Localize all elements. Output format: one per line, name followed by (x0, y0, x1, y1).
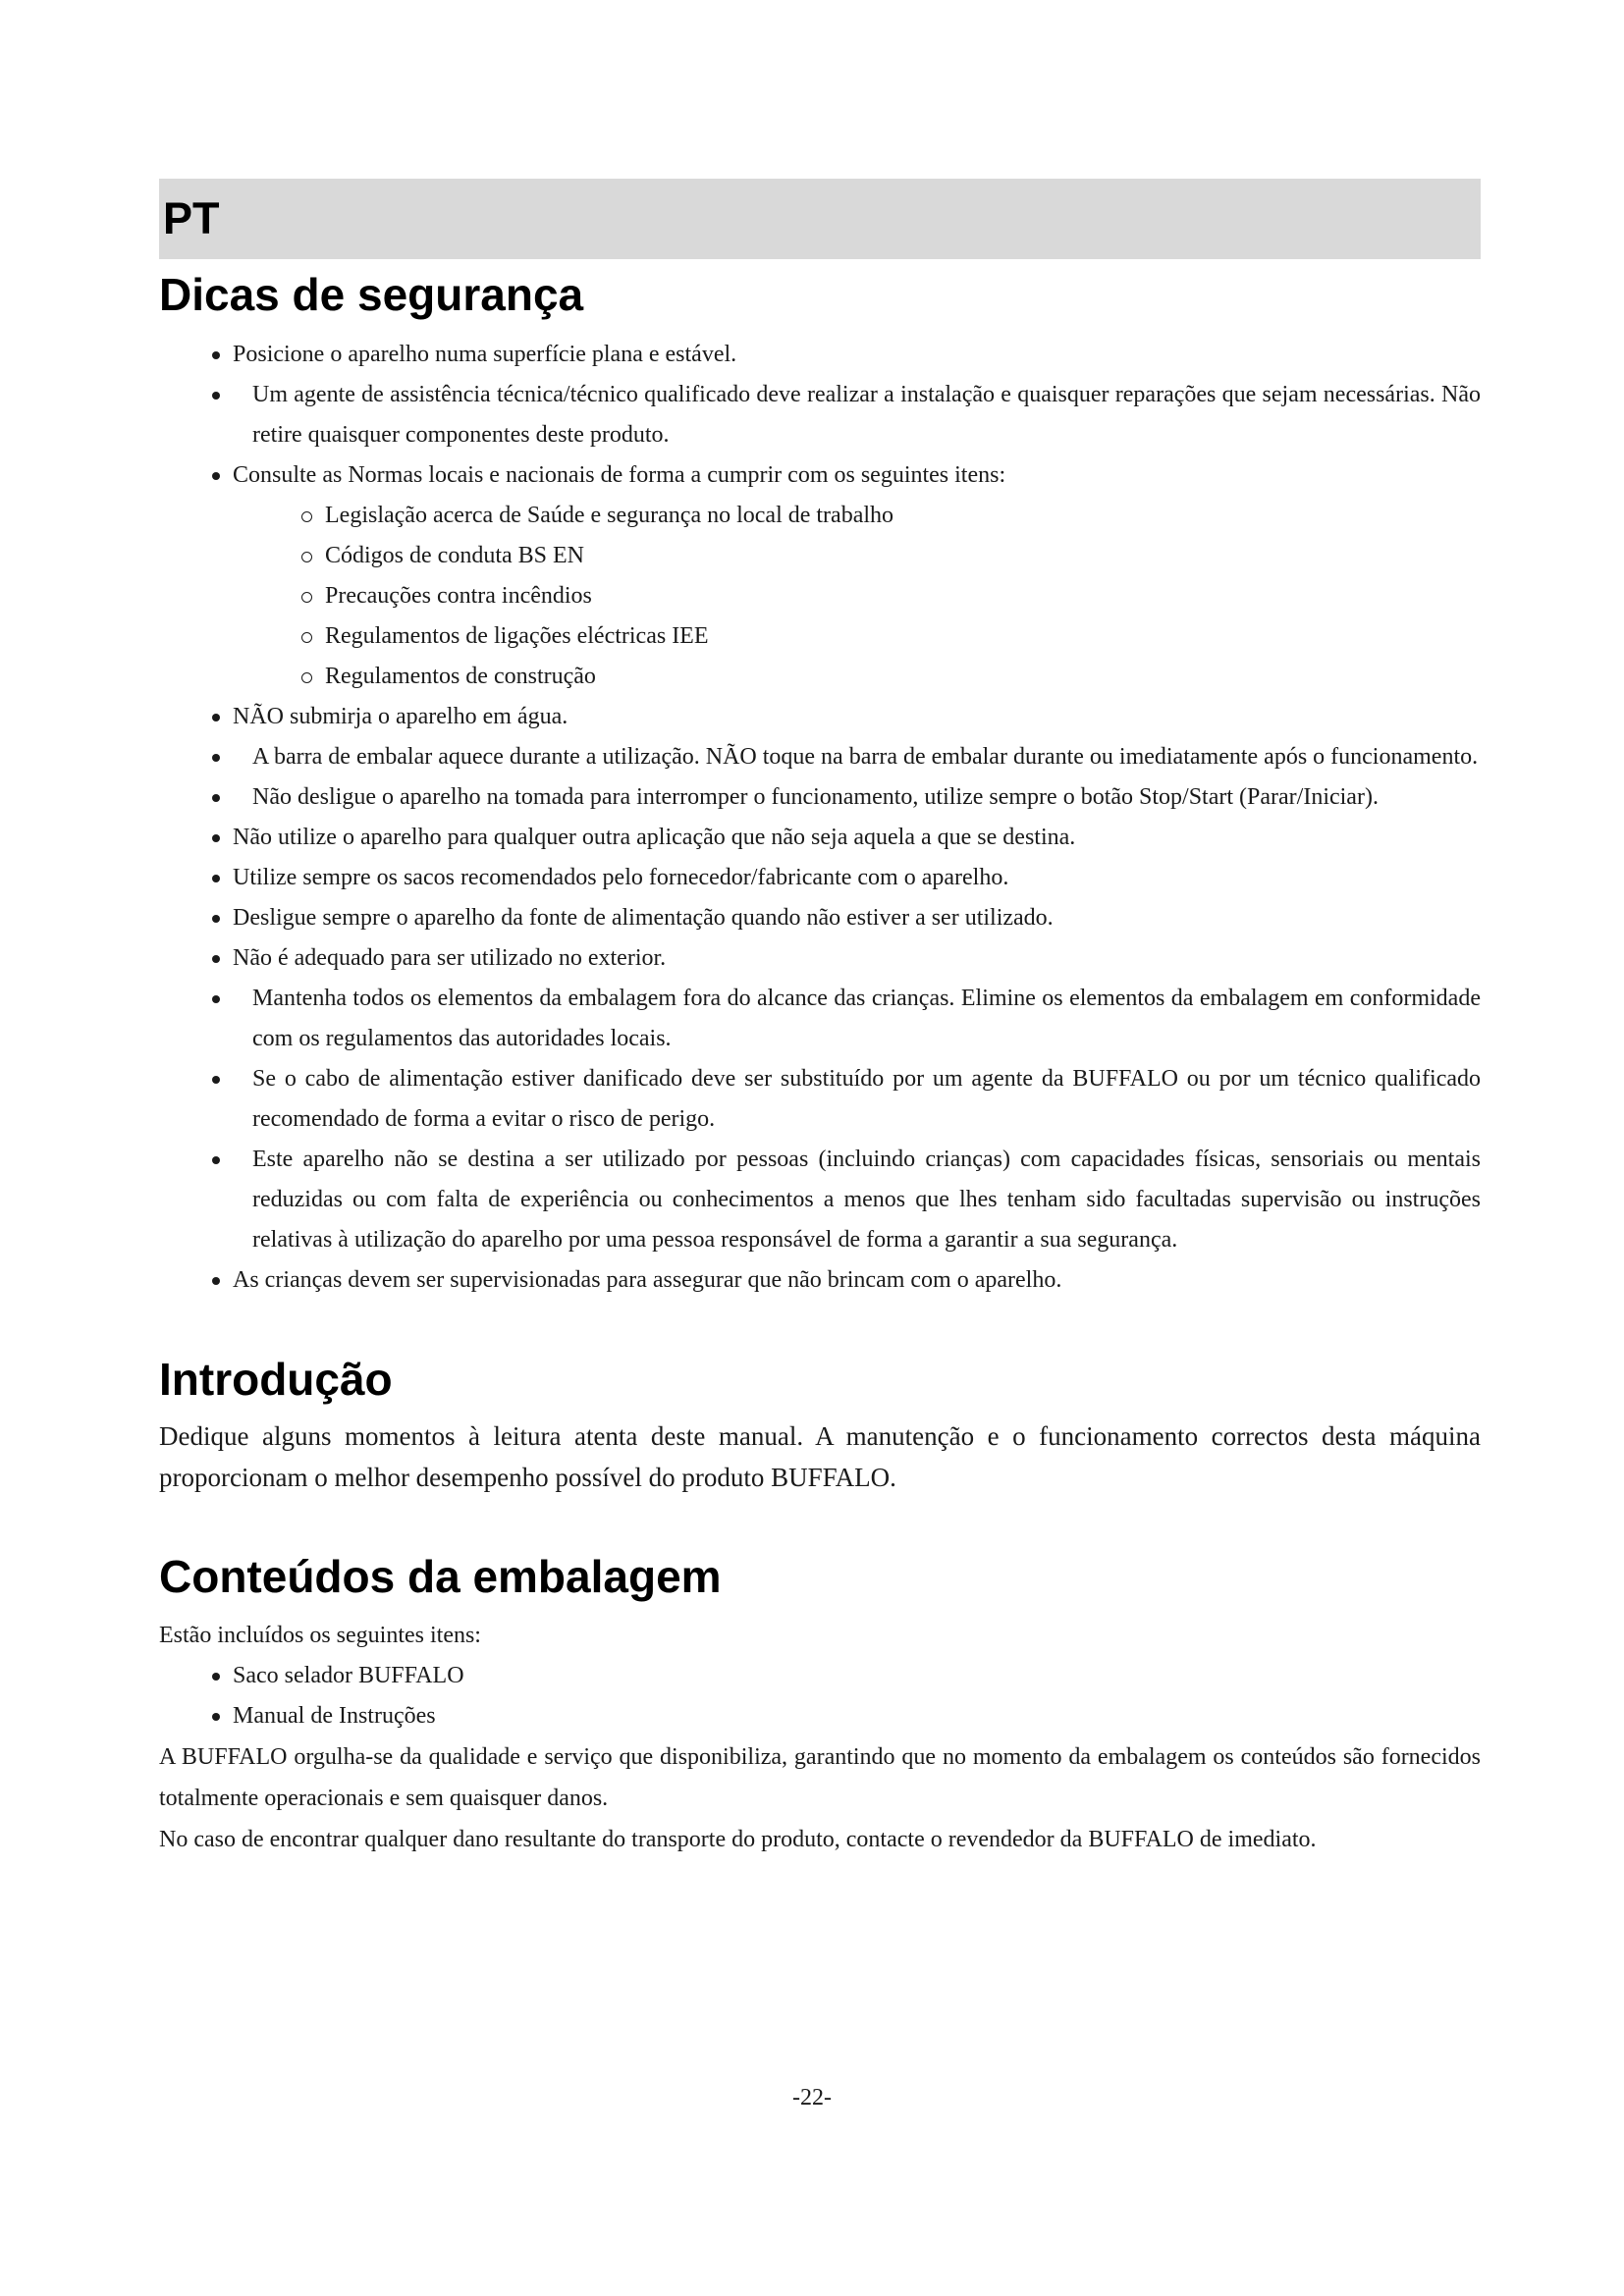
bullet-icon (212, 472, 220, 480)
list-item (159, 697, 1481, 737)
bullet-icon (212, 351, 220, 359)
sub-list-item-text: Regulamentos de construção (325, 663, 596, 689)
list-item-text: Um agente de assistência técnica/técnico qualificado deve realizar a instalação e quaisquer reparações que sejam necessárias. Não retire quaisquer componentes deste produto. (252, 381, 1481, 448)
list-item (159, 858, 1481, 898)
bullet-icon (212, 1277, 220, 1285)
sub-list-item (301, 536, 1481, 576)
list-item (159, 1059, 1481, 1140)
bullet-icon (212, 834, 220, 842)
list-item (159, 455, 1481, 496)
list-item (159, 335, 1481, 375)
sub-list-item-text: Legislação acerca de Saúde e segurança no local de trabalho (325, 502, 894, 528)
list-item (159, 818, 1481, 858)
list-item-text: Utilize sempre os sacos recomendados pelo fornecedor/fabricante com o aparelho. (233, 864, 1009, 890)
list-item (159, 1656, 1481, 1696)
sub-list-item (301, 496, 1481, 536)
sub-list-item (301, 616, 1481, 657)
damage-paragraph: No caso de encontrar qualquer dano resultante do transporte do produto, contacte o revendedor da BUFFALO de imediato. (159, 1826, 1317, 1852)
sub-list-item (301, 657, 1481, 697)
page-content (159, 179, 1481, 1860)
circle-bullet-icon (301, 511, 312, 522)
bullet-icon (212, 1076, 220, 1084)
language-code: PT (163, 193, 220, 243)
list-item-text: Não utilize o aparelho para qualquer outra aplicação que não seja aquela a que se destina. (233, 824, 1076, 850)
safety-list-continued (159, 697, 1481, 1301)
list-item (159, 737, 1481, 777)
bullet-icon (212, 392, 220, 400)
list-item (159, 375, 1481, 455)
safety-list (159, 335, 1481, 496)
list-item-text: Manual de Instruções (233, 1702, 436, 1729)
contents-intro-line: Estão incluídos os seguintes itens: (159, 1622, 481, 1648)
list-item-text: Não desligue o aparelho na tomada para interromper o funcionamento, utilize sempre o botão Stop/Start (Parar/Iniciar). (252, 783, 1379, 810)
circle-bullet-icon (301, 552, 312, 562)
bullet-icon (212, 915, 220, 923)
sub-list-item-text: Precauções contra incêndios (325, 582, 592, 609)
bullet-icon (212, 1156, 220, 1164)
page-number: -22- (792, 2085, 832, 2110)
list-item-text: A barra de embalar aquece durante a utilização. NÃO toque na barra de embalar durante ou imediatamente após o funcionamento. (252, 743, 1479, 770)
language-banner (159, 179, 1481, 259)
sub-list-item-text: Regulamentos de ligações eléctricas IEE (325, 622, 709, 649)
sub-list-item-text: Códigos de conduta BS EN (325, 542, 584, 568)
bullet-icon (212, 875, 220, 882)
list-item-text: Saco selador BUFFALO (233, 1662, 464, 1688)
bullet-icon (212, 714, 220, 721)
list-item-text: Mantenha todos os elementos da embalagem fora do alcance das crianças. Elimine os elementos da embalagem em conformidade com os regulamentos das autoridades locais. (252, 985, 1481, 1051)
list-item (159, 777, 1481, 818)
list-item (159, 1260, 1481, 1301)
bullet-icon (212, 794, 220, 802)
list-item-text: Posicione o aparelho numa superfície plana e estável. (233, 341, 737, 367)
bullet-icon (212, 1713, 220, 1721)
bullet-icon (212, 995, 220, 1003)
circle-bullet-icon (301, 632, 312, 643)
contents-heading: Conteúdos da embalagem (159, 1550, 722, 1602)
safety-heading: Dicas de segurança (159, 269, 584, 320)
circle-bullet-icon (301, 592, 312, 603)
bullet-icon (212, 1673, 220, 1681)
list-item-text: Desligue sempre o aparelho da fonte de alimentação quando não estiver a ser utilizado. (233, 904, 1054, 931)
intro-heading: Introdução (159, 1353, 393, 1405)
list-item (159, 938, 1481, 979)
intro-paragraph: Dedique alguns momentos à leitura atenta deste manual. A manutenção e o funcionamento correctos desta máquina proporcionam o melhor desempenho possível do produto BUFFALO. (159, 1420, 1481, 1492)
circle-bullet-icon (301, 672, 312, 683)
sub-list-item (301, 576, 1481, 616)
quality-paragraph: A BUFFALO orgulha-se da qualidade e serviço que disponibiliza, garantindo que no momento da embalagem os conteúdos são fornecidos totalmente operacionais e sem quaisquer danos. (159, 1743, 1481, 1811)
bullet-icon (212, 955, 220, 963)
contents-list (159, 1656, 1481, 1736)
list-item-text: Se o cabo de alimentação estiver danificado deve ser substituído por um agente da BUFFALO ou por um técnico qualificado recomendado de forma a evitar o risco de perigo. (252, 1065, 1481, 1132)
list-item (159, 1696, 1481, 1736)
list-item (159, 979, 1481, 1059)
list-item-text: As crianças devem ser supervisionadas para assegurar que não brincam com o aparelho. (233, 1266, 1062, 1293)
regulations-sublist (159, 496, 1481, 697)
list-item-text: NÃO submirja o aparelho em água. (233, 703, 568, 729)
list-item (159, 898, 1481, 938)
list-item (159, 1140, 1481, 1260)
list-item-text: Não é adequado para ser utilizado no exterior. (233, 944, 667, 971)
bullet-icon (212, 754, 220, 762)
list-item-text: Consulte as Normas locais e nacionais de forma a cumprir com os seguintes itens: (233, 461, 1006, 488)
list-item-text: Este aparelho não se destina a ser utilizado por pessoas (incluindo crianças) com capacidades físicas, sensoriais ou mentais reduzidas ou com falta de experiência ou conhecimentos a menos que lhes tenham sido facultadas supervisão ou instruções relativas à utilização do aparelho por uma pessoa responsável de forma a garantir a sua segurança. (252, 1146, 1481, 1253)
